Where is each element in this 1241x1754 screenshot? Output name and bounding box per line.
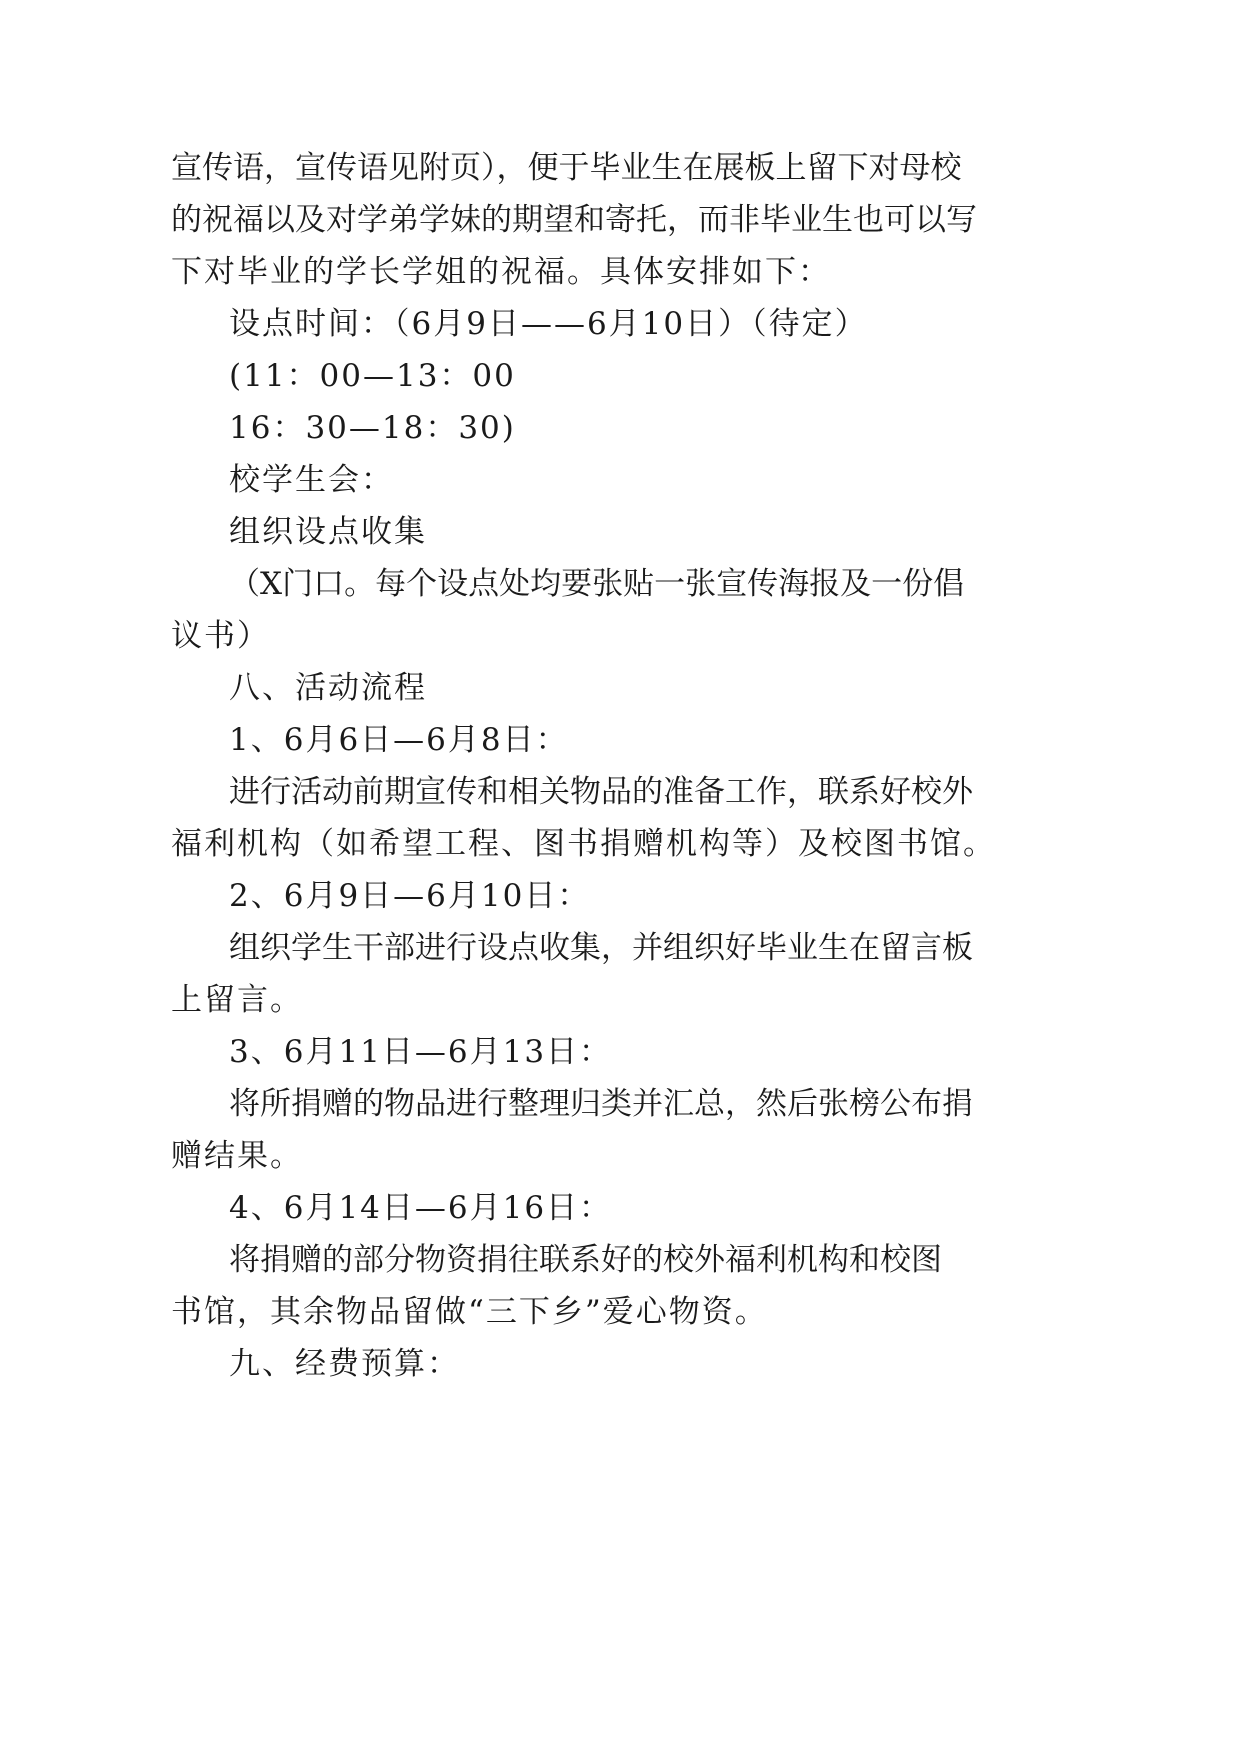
paragraph-line: 赠结果。: [171, 1138, 303, 1174]
paragraph-line: 校学生会：: [229, 462, 394, 498]
paragraph-line: 设点时间：（6月9日——6月10日）（待定）: [229, 306, 868, 342]
paragraph-line: 进行活动前期宣传和相关物品的准备工作，联系好校外: [229, 774, 973, 810]
paragraph-line: 下对毕业的学长学姐的祝福。具体安排如下：: [171, 254, 831, 290]
paragraph-line: 的祝福以及对学弟学妹的期望和寄托，而非毕业生也可以写: [171, 202, 977, 238]
paragraph-line: (11：00—13：00: [229, 358, 516, 394]
paragraph-line: 书馆，其余物品留做“三下乡”爱心物资。: [171, 1294, 768, 1330]
step-heading: 3、6月11日—6月13日：: [229, 1034, 613, 1070]
paragraph-line: 组织设点收集: [229, 514, 427, 550]
paragraph-line: 将所捐赠的物品进行整理归类并汇总，然后张榜公布捐: [229, 1086, 973, 1122]
paragraph-line: 宣传语，宣传语见附页），便于毕业生在展板上留下对母校: [171, 150, 962, 186]
paragraph-line: 议书）: [171, 618, 270, 654]
paragraph-line: （X门口。每个设点处均要张贴一张宣传海报及一份倡: [229, 566, 965, 602]
paragraph-line: 组织学生干部进行设点收集，并组织好毕业生在留言板: [229, 930, 973, 966]
step-heading: 1、6月6日—6月8日：: [229, 722, 569, 758]
section-heading: 九、经费预算：: [229, 1346, 460, 1382]
step-heading: 2、6月9日—6月10日：: [229, 878, 591, 914]
paragraph-line: 将捐赠的部分物资捐往联系好的校外福利机构和校图: [229, 1242, 942, 1278]
paragraph-line: 16：30—18：30): [229, 410, 516, 446]
paragraph-line: 福利机构（如希望工程、图书捐赠机构等）及校图书馆。: [171, 826, 996, 862]
section-heading: 八、活动流程: [229, 670, 427, 706]
paragraph-line: 上留言。: [171, 982, 303, 1018]
step-heading: 4、6月14日—6月16日：: [229, 1190, 613, 1226]
